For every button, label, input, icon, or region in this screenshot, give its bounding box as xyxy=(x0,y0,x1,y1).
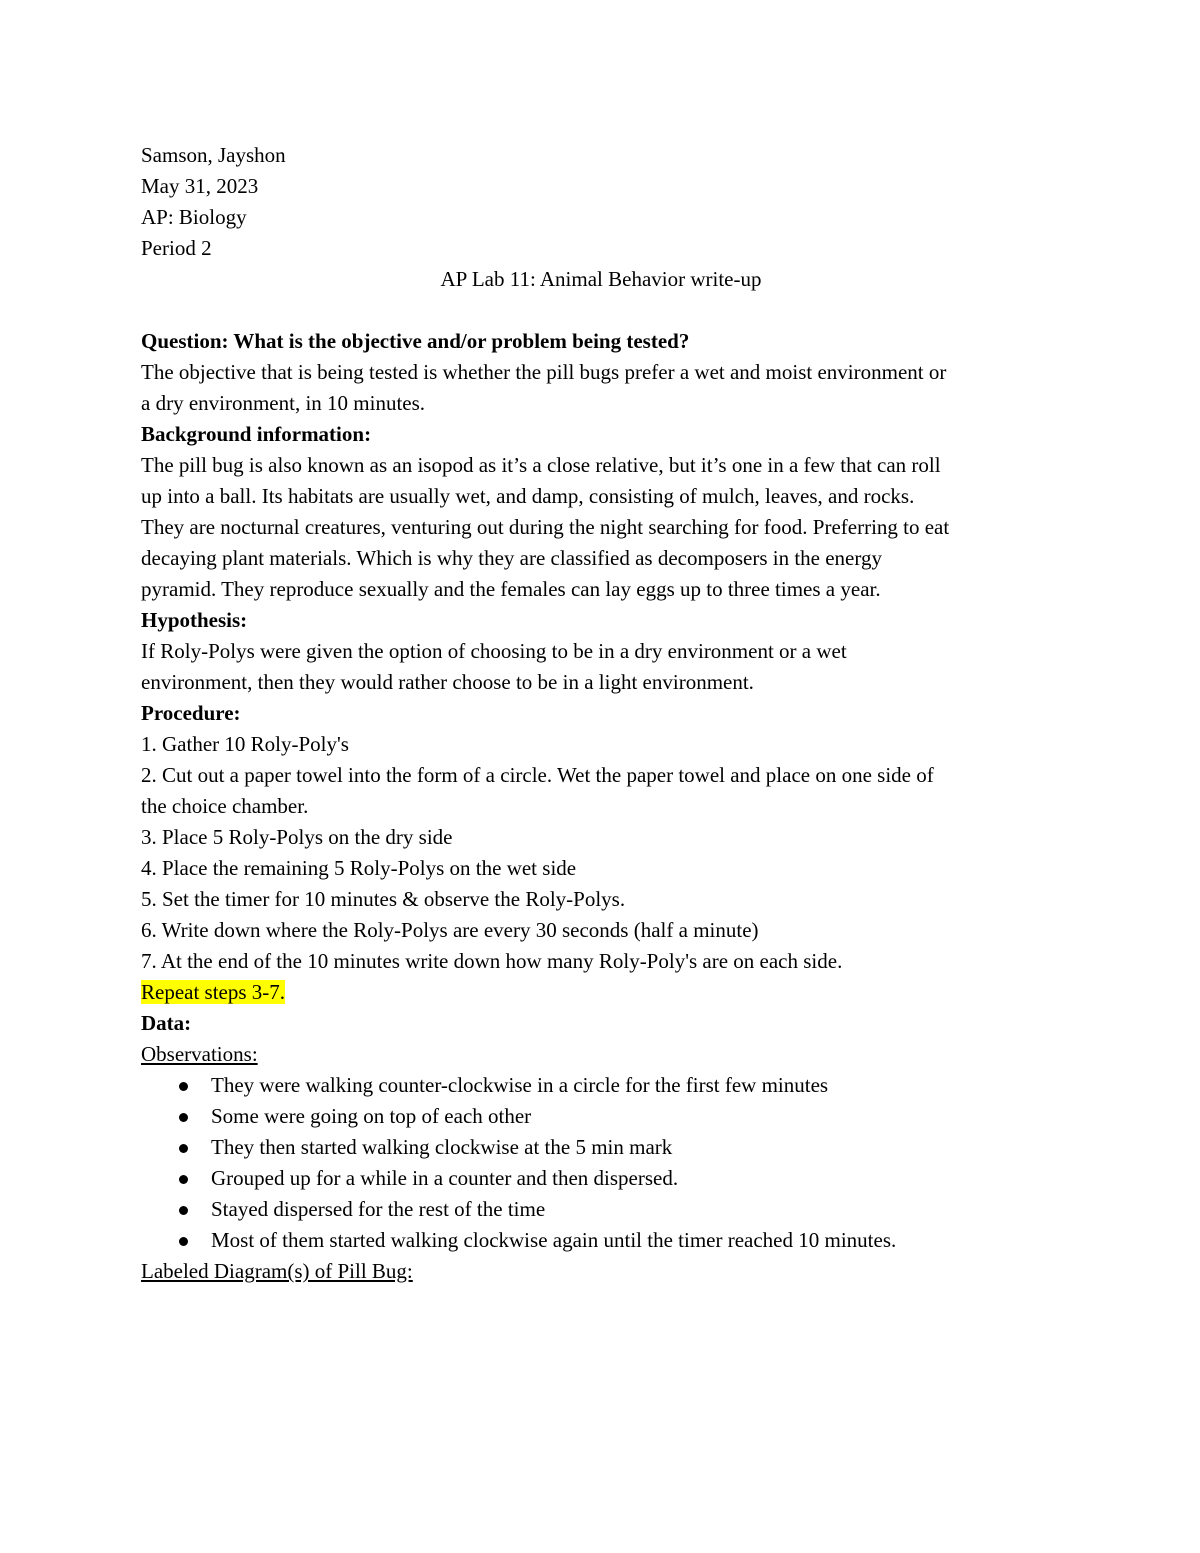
observations-list xyxy=(141,1070,1061,1256)
list-item xyxy=(179,1070,1061,1101)
hypothesis-heading: Hypothesis: xyxy=(141,608,248,632)
procedure-heading: Procedure: xyxy=(141,701,241,725)
background-body-line: The pill bug is also known as an isopod as it’s a close relative, but it’s one in a few that can roll xyxy=(141,453,941,477)
observations-label: Observations: xyxy=(141,1042,258,1066)
background-body-line: pyramid. They reproduce sexually and the females can lay eggs up to three times a year. xyxy=(141,577,881,601)
data-heading: Data: xyxy=(141,1011,192,1035)
list-item xyxy=(179,1132,1061,1163)
class-period: Period 2 xyxy=(141,236,212,260)
observation-text: They were walking counter-clockwise in a circle for the first few minutes xyxy=(211,1073,829,1097)
observation-text: Stayed dispersed for the rest of the time xyxy=(211,1197,546,1221)
list-item xyxy=(179,1101,1061,1132)
question-body-line: a dry environment, in 10 minutes. xyxy=(141,391,426,415)
background-body-line: decaying plant materials. Which is why they are classified as decomposers in the energy xyxy=(141,546,882,570)
procedure-step: 1. Gather 10 Roly-Poly's xyxy=(141,732,349,756)
document-title: AP Lab 11: Animal Behavior write-up xyxy=(440,267,762,291)
question-heading: Question: What is the objective and/or problem being tested? xyxy=(141,329,690,353)
question-body-line: The objective that is being tested is whether the pill bugs prefer a wet and moist environment or xyxy=(141,360,947,384)
background-body-line: up into a ball. Its habitats are usually wet, and damp, consisting of mulch, leaves, and rocks. xyxy=(141,484,915,508)
procedure-step: 4. Place the remaining 5 Roly-Polys on the wet side xyxy=(141,856,577,880)
bullet-icon xyxy=(179,1175,188,1184)
bullet-icon xyxy=(179,1237,188,1246)
procedure-step: 7. At the end of the 10 minutes write down how many Roly-Poly's are on each side. xyxy=(141,949,843,973)
list-item xyxy=(179,1225,1061,1256)
procedure-step: 5. Set the timer for 10 minutes & observe the Roly-Polys. xyxy=(141,887,626,911)
bullet-icon xyxy=(179,1113,188,1122)
procedure-step: 6. Write down where the Roly-Polys are every 30 seconds (half a minute) xyxy=(141,918,759,942)
list-item xyxy=(179,1194,1061,1225)
observation-text: They then started walking clockwise at the 5 min mark xyxy=(211,1135,673,1159)
bullet-icon xyxy=(179,1082,188,1091)
repeat-steps-note: Repeat steps 3-7. xyxy=(141,980,286,1004)
bullet-icon xyxy=(179,1206,188,1215)
diagram-label: Labeled Diagram(s) of Pill Bug: xyxy=(141,1259,413,1283)
hypothesis-body-line: environment, then they would rather choose to be in a light environment. xyxy=(141,670,754,694)
observation-text: Grouped up for a while in a counter and then dispersed. xyxy=(211,1166,679,1190)
student-name: Samson, Jayshon xyxy=(141,143,286,167)
procedure-step: 3. Place 5 Roly-Polys on the dry side xyxy=(141,825,453,849)
background-heading: Background information: xyxy=(141,422,372,446)
observation-text: Most of them started walking clockwise again until the timer reached 10 minutes. xyxy=(211,1228,897,1252)
hypothesis-body-line: If Roly-Polys were given the option of choosing to be in a dry environment or a wet xyxy=(141,639,847,663)
background-body-line: They are nocturnal creatures, venturing out during the night searching for food. Preferring to eat xyxy=(141,515,950,539)
procedure-step: the choice chamber. xyxy=(141,794,309,818)
document-page xyxy=(141,140,1061,1287)
observation-text: Some were going on top of each other xyxy=(211,1104,532,1128)
course-name: AP: Biology xyxy=(141,205,247,229)
document-date: May 31, 2023 xyxy=(141,174,259,198)
spacer xyxy=(141,295,1061,326)
bullet-icon xyxy=(179,1144,188,1153)
list-item xyxy=(179,1163,1061,1194)
procedure-step: 2. Cut out a paper towel into the form of a circle. Wet the paper towel and place on one side of xyxy=(141,763,934,787)
